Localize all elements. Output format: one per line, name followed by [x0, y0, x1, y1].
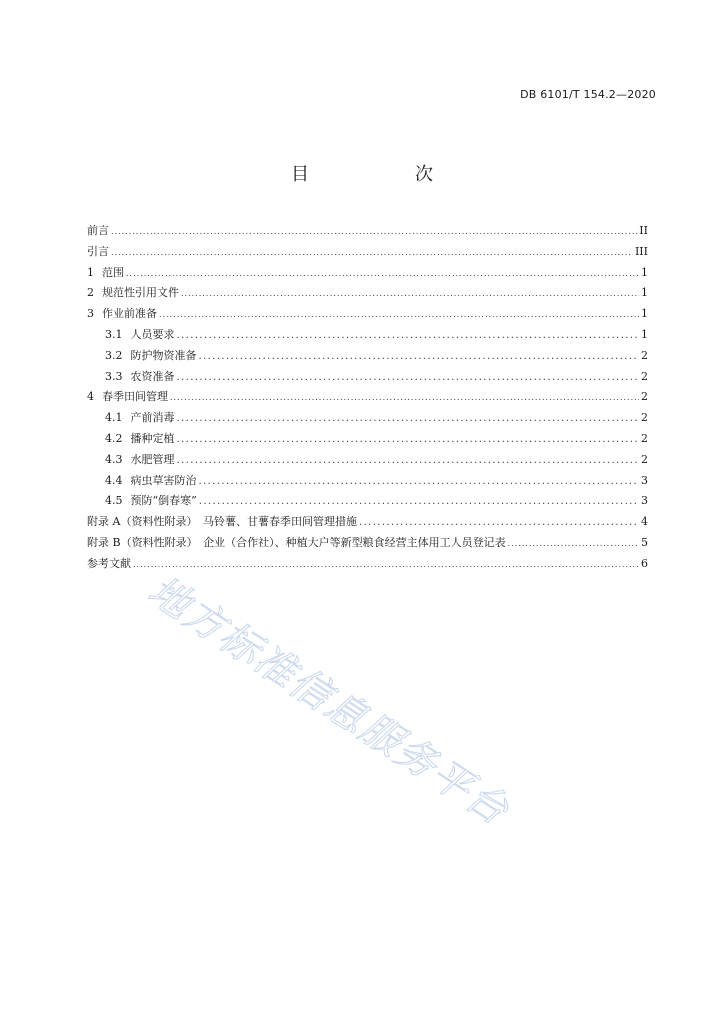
- toc-entry-page: 2: [641, 452, 648, 466]
- toc-entry-page: 6: [641, 556, 648, 570]
- toc-entry[interactable]: [87, 263, 648, 284]
- toc-entry[interactable]: [87, 221, 648, 242]
- toc-entry-page: 1: [641, 265, 648, 279]
- toc-entry-number: 3.1: [105, 327, 123, 341]
- toc-dot-leader: [133, 555, 639, 576]
- watermark-text: 地方标准信息服务平台: [140, 567, 518, 835]
- toc-entry-label: 产前消毒: [130, 411, 175, 425]
- toc-entry-number: 4.2: [105, 431, 123, 445]
- toc-dot-leader: [170, 388, 639, 409]
- toc-entry-number: 4.1: [105, 411, 123, 425]
- toc-dot-leader: [199, 492, 639, 513]
- toc-entry-page: 3: [641, 494, 648, 508]
- toc-entry-page: III: [634, 244, 648, 258]
- toc-entry-page: 2: [641, 369, 648, 383]
- toc-entry[interactable]: [87, 304, 648, 325]
- toc-entry-number: 3.2: [105, 348, 123, 362]
- toc-entry-label: 附录 B（资料性附录） 企业（合作社）、种植大户等新型粮食经营主体用工人员登记表: [87, 535, 506, 549]
- toc-entry-number: 2: [87, 286, 94, 300]
- toc-entry-label: 引言: [87, 244, 109, 258]
- toc-entry-page: 1: [641, 327, 648, 341]
- toc-dot-leader: [177, 451, 640, 472]
- toc-entry-label: 播种定植: [130, 431, 175, 445]
- toc-entry-label: 水肥管理: [130, 452, 175, 466]
- toc-entry-page: 5: [641, 535, 648, 549]
- toc-entry[interactable]: [87, 346, 648, 367]
- table-of-contents: [87, 221, 648, 575]
- toc-entry-label: 病虫草害防治: [130, 473, 197, 487]
- toc-entry[interactable]: [87, 325, 648, 346]
- toc-dot-leader: [111, 222, 637, 243]
- toc-entry-page: II: [639, 224, 648, 237]
- toc-entry-number: 4.3: [105, 452, 123, 466]
- toc-dot-leader: [508, 534, 639, 555]
- toc-entry[interactable]: [87, 491, 648, 512]
- toc-entry-label: 作业前准备: [102, 307, 157, 321]
- toc-entry-number: 3: [87, 307, 94, 321]
- toc-entry[interactable]: [87, 367, 648, 388]
- toc-entry-label: 参考文献: [87, 556, 131, 570]
- toc-entry[interactable]: [87, 450, 648, 471]
- toc-entry-label: 人员要求: [130, 327, 175, 341]
- toc-dot-leader: [199, 347, 640, 368]
- page-title: 目 次: [291, 164, 477, 185]
- toc-entry[interactable]: [87, 429, 648, 450]
- toc-dot-leader: [126, 264, 639, 285]
- toc-entry-label: 防护物资准备: [130, 348, 197, 362]
- toc-entry[interactable]: [87, 512, 648, 533]
- toc-entry-page: 2: [641, 431, 648, 445]
- toc-entry-label: 预防“倒春寒”: [130, 494, 197, 508]
- toc-entry[interactable]: [87, 283, 648, 304]
- toc-entry-number: 4.5: [105, 494, 123, 508]
- toc-dot-leader: [177, 326, 640, 347]
- toc-dot-leader: [359, 513, 639, 534]
- toc-entry[interactable]: [87, 242, 648, 263]
- toc-entry-number: 3.3: [105, 369, 123, 383]
- toc-entry[interactable]: [87, 533, 648, 554]
- toc-dot-leader: [181, 284, 639, 305]
- toc-entry-label: 春季田间管理: [102, 390, 168, 404]
- toc-entry-label: 规范性引用文件: [102, 286, 179, 300]
- toc-entry-page: 4: [641, 515, 648, 529]
- toc-entry-page: 1: [641, 286, 648, 300]
- toc-entry-page: 2: [641, 348, 648, 362]
- toc-entry-page: 2: [641, 411, 648, 425]
- toc-entry-page: 1: [641, 307, 648, 321]
- toc-entry-label: 附录 A（资料性附录） 马铃薯、甘薯春季田间管理措施: [87, 515, 357, 529]
- toc-entry-number: 4.4: [105, 473, 123, 487]
- document-code: DB 6101/T 154.2—2020: [520, 88, 656, 101]
- toc-entry-page: 3: [641, 473, 648, 487]
- toc-entry-label: 前言: [87, 224, 109, 237]
- toc-entry-label: 范围: [102, 265, 124, 279]
- toc-dot-leader: [177, 368, 640, 389]
- toc-entry-label: 农资准备: [130, 369, 175, 383]
- toc-dot-leader: [159, 305, 639, 326]
- toc-entry-page: 2: [641, 390, 648, 404]
- toc-dot-leader: [199, 472, 640, 493]
- toc-entry-number: 1: [87, 265, 94, 279]
- toc-dot-leader: [177, 409, 640, 430]
- toc-entry[interactable]: [87, 471, 648, 492]
- toc-dot-leader: [177, 430, 640, 451]
- toc-entry[interactable]: [87, 387, 648, 408]
- toc-entry[interactable]: [87, 408, 648, 429]
- toc-entry-number: 4: [87, 390, 94, 404]
- toc-dot-leader: [111, 243, 633, 264]
